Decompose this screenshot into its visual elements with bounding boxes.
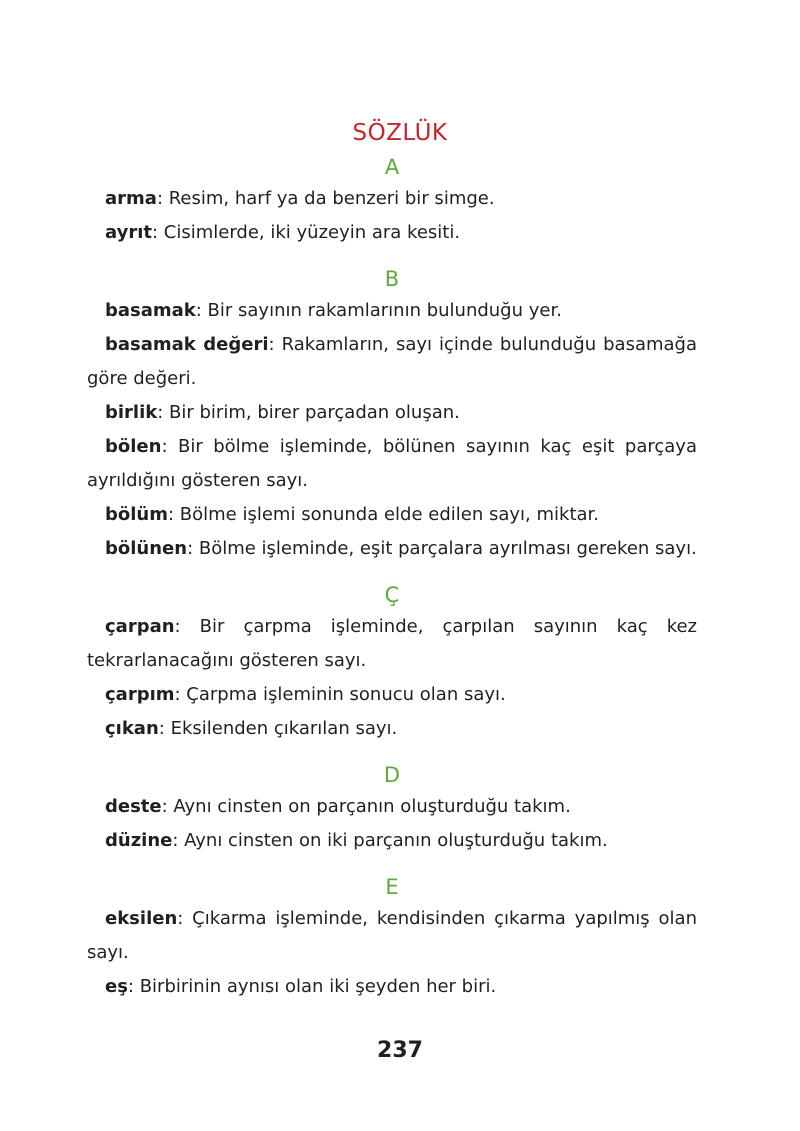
glossary-entry — [87, 182, 697, 216]
entry-definition: : Bir sayının rakamlarının bulunduğu yer. — [195, 300, 562, 321]
glossary-entry — [87, 610, 697, 678]
entry-term: arma — [105, 188, 157, 209]
entry-term: basamak değeri — [105, 334, 269, 355]
entry-definition: : Eksilenden çıkarılan sayı. — [158, 718, 398, 739]
entry-term: eksilen — [105, 908, 178, 929]
entry-definition: : Bir birim, birer parçadan oluşan. — [157, 402, 460, 423]
section-letter: Ç — [384, 583, 400, 607]
section-letter: D — [383, 763, 401, 787]
page-number: 237 — [377, 1038, 423, 1063]
entry-term: bölüm — [105, 504, 168, 525]
section-letter: E — [385, 875, 399, 899]
entry-definition: : Bölme işlemi sonunda elde edilen sayı, miktar. — [168, 504, 600, 525]
entry-term: birlik — [105, 402, 158, 423]
entry-term: deste — [105, 796, 162, 817]
entry-definition: : Çarpma işleminin sonucu olan sayı. — [174, 684, 506, 705]
entry-term: çarpım — [105, 684, 175, 705]
section-c-cedilla — [87, 580, 697, 746]
glossary-entry — [87, 430, 697, 498]
entry-definition: : Aynı cinsten on iki parçanın oluşturduğu takım. — [172, 830, 608, 851]
glossary-entry — [87, 328, 697, 396]
entry-definition: : Bir çarpma işleminde, çarpılan sayının kaç kez tekrarlanacağını gösteren sayı. — [87, 616, 697, 671]
glossary-entry — [87, 970, 697, 1004]
entry-term: bölen — [105, 436, 162, 457]
entry-term: düzine — [105, 830, 173, 851]
glossary-entry — [87, 790, 697, 824]
glossary-entry — [87, 824, 697, 858]
entry-definition: : Bölme işleminde, eşit parçalara ayrılması gereken sayı. — [187, 538, 697, 559]
glossary-content — [87, 152, 697, 1004]
glossary-entry — [87, 216, 697, 250]
section-letter: B — [384, 267, 400, 291]
glossary-entry — [87, 532, 697, 566]
glossary-entry — [87, 678, 697, 712]
entry-definition: : Birbirinin aynısı olan iki şeyden her biri. — [127, 976, 497, 997]
section-d — [87, 760, 697, 858]
entry-definition: : Bir bölme işleminde, bölünen sayının kaç eşit parçaya ayrıldığını gösteren sayı. — [87, 436, 697, 491]
section-b — [87, 264, 697, 566]
entry-term: basamak — [105, 300, 196, 321]
entry-term: bölünen — [105, 538, 188, 559]
entry-definition: : Cisimlerde, iki yüzeyin ara kesiti. — [151, 222, 461, 243]
section-a — [87, 152, 697, 250]
glossary-entry — [87, 498, 697, 532]
glossary-entry — [87, 396, 697, 430]
entry-term: ayrıt — [105, 222, 152, 243]
entry-definition: : Rakamların, sayı içinde bulunduğu basamağa göre değeri. — [87, 334, 698, 389]
entry-term: çıkan — [105, 718, 159, 739]
section-letter: A — [384, 155, 400, 179]
page-title: SÖZLÜK — [352, 120, 448, 146]
glossary-entry — [87, 712, 697, 746]
entry-definition: : Çıkarma işleminde, kendisinden çıkarma yapılmış olan sayı. — [87, 908, 697, 963]
glossary-entry — [87, 294, 697, 328]
entry-definition: : Resim, harf ya da benzeri bir simge. — [156, 188, 495, 209]
glossary-entry — [87, 902, 697, 970]
section-e — [87, 872, 697, 1004]
entry-term: eş — [105, 976, 128, 997]
entry-definition: : Aynı cinsten on parçanın oluşturduğu takım. — [161, 796, 571, 817]
entry-term: çarpan — [105, 616, 175, 637]
